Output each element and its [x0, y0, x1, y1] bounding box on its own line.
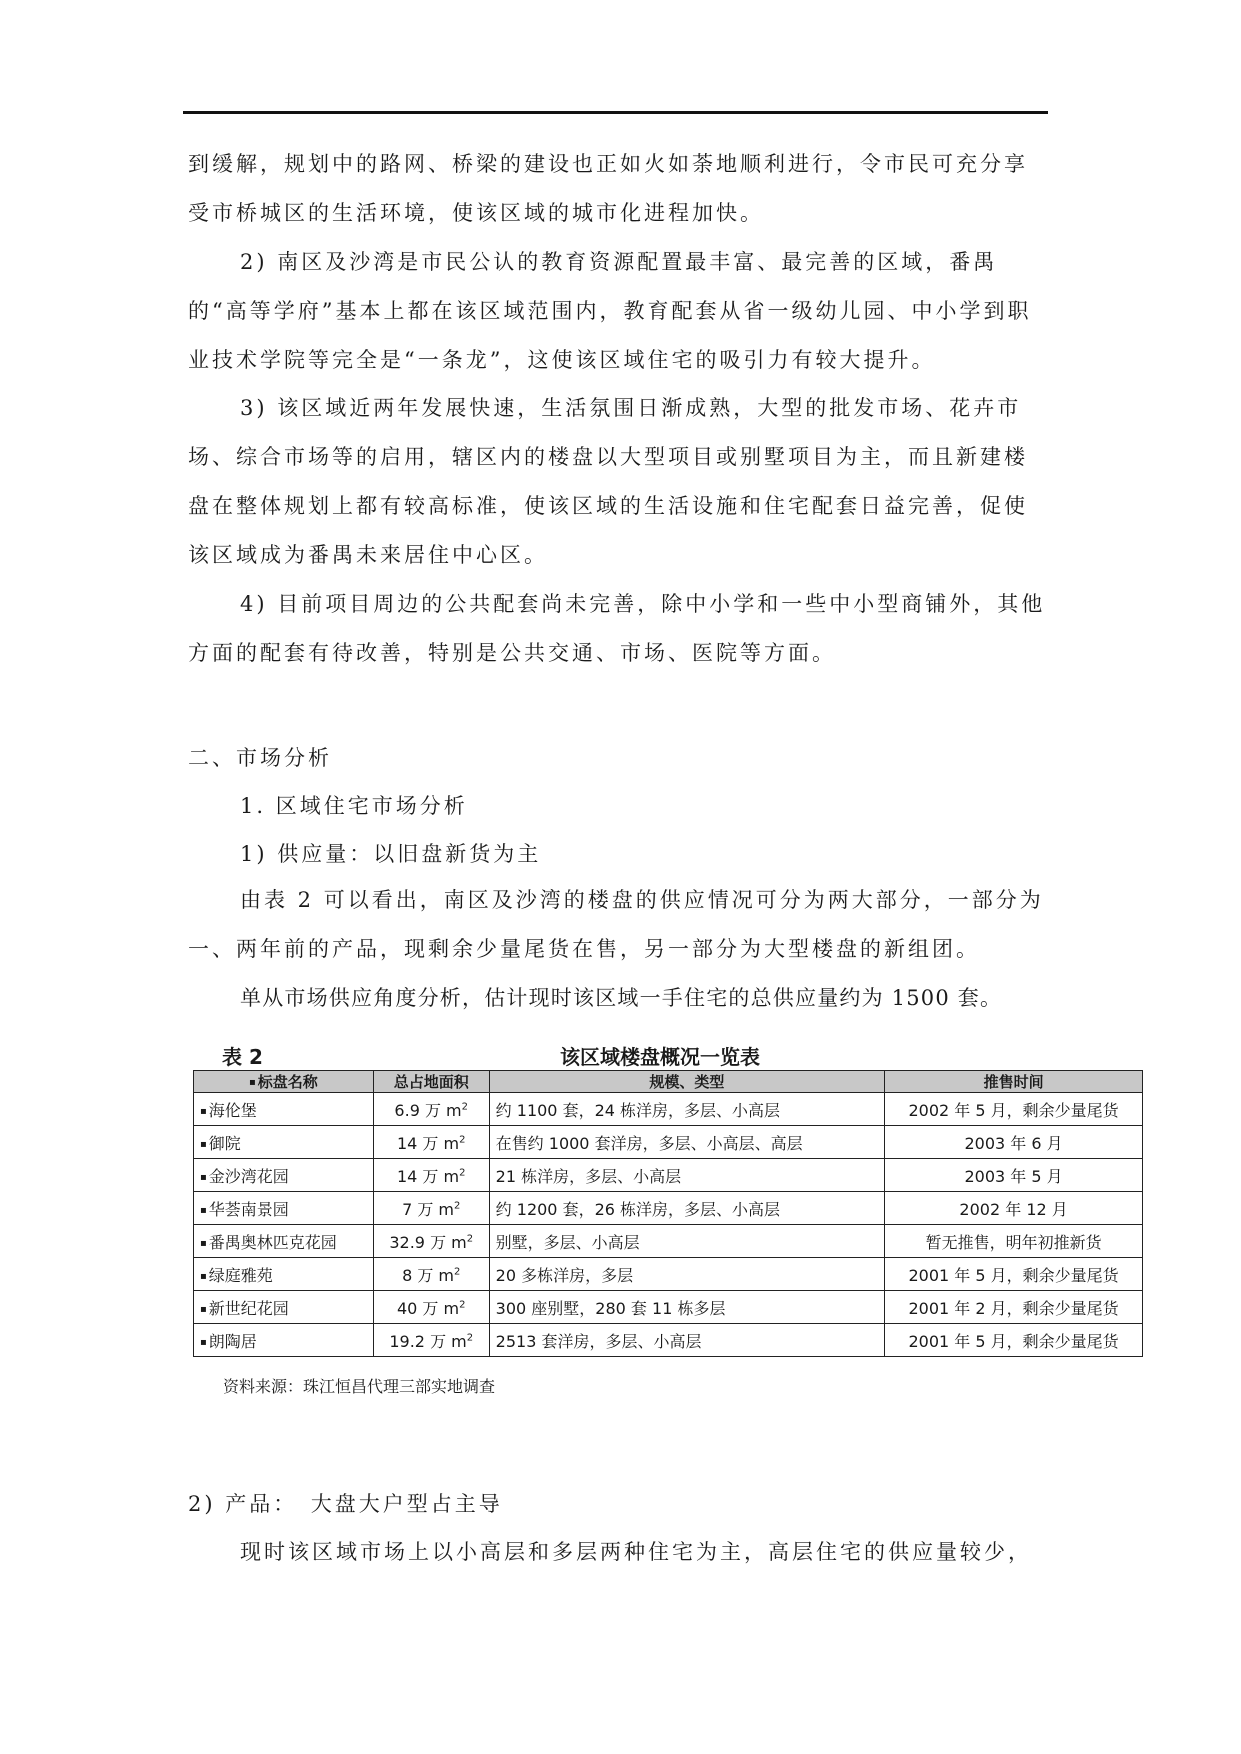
project-table: [193, 1070, 1143, 1357]
table-row: [194, 1324, 1143, 1357]
cell-sale: 暂无推售，明年初推新货: [885, 1225, 1143, 1258]
table-row: [194, 1192, 1143, 1225]
area-value: 19.2: [389, 1331, 425, 1351]
area-unit-superscript: 2: [454, 1200, 461, 1212]
cell-area: [373, 1159, 489, 1192]
cell-area: [373, 1291, 489, 1324]
intro-paragraph-2: 2) 南区及沙湾是市民公认的教育资源配置最丰富、最完善的区域，番禺的“高等学府”基本上都在该区域范围内，教育配套从省一级幼儿园、中小学到职业技术学院等完全是“一条龙”，这使该区域住宅的吸引力有较大提升。: [188, 250, 1032, 372]
cell-area: [373, 1225, 489, 1258]
supply-paragraph-2: 单从市场供应角度分析，估计现时该区域一手住宅的总供应量约为 1500 套。: [240, 986, 1003, 1010]
area-unit-superscript: 2: [461, 1101, 469, 1113]
bullet-icon: ▪: [200, 1105, 207, 1117]
area-unit: 万 m: [430, 1331, 467, 1351]
cell-name: [194, 1258, 374, 1291]
project-name: 番禺奥林匹克花园: [208, 1232, 337, 1252]
header-area: 总占地面积: [373, 1071, 489, 1093]
cell-name: [194, 1159, 374, 1192]
area-unit: 万 m: [430, 1232, 467, 1252]
area-unit-superscript: 2: [459, 1134, 466, 1146]
cell-type: 2513 套洋房，多层、小高层: [489, 1324, 885, 1357]
sub-heading: 1. 区域住宅市场分析: [240, 794, 468, 818]
cell-name: [194, 1225, 374, 1258]
area-unit-superscript: 2: [466, 1233, 474, 1245]
area-value: 32.9: [389, 1232, 425, 1252]
cell-type: 别墅，多层、小高层: [489, 1225, 885, 1258]
bullet-icon: ▪: [200, 1336, 207, 1348]
cell-type: 20 多栋洋房，多层: [489, 1258, 885, 1291]
table-row: [194, 1258, 1143, 1291]
intro-paragraph-4: 4) 目前项目周边的公共配套尚未完善，除中小学和一些中小型商铺外，其他方面的配套有待改善，特别是公共交通、市场、医院等方面。: [188, 592, 1046, 665]
cell-area: [373, 1258, 489, 1291]
product-paragraph: 现时该区域市场上以小高层和多层两种住宅为主，高层住宅的供应量较少，: [240, 1540, 1032, 1564]
area-value: 40: [396, 1298, 418, 1318]
intro-paragraph-1: 到缓解，规划中的路网、桥梁的建设也正如火如荼地顺利进行，令市民可充分享受市桥城区的生活环境，使该区域的城市化进程加快。: [188, 152, 1028, 225]
area-unit-superscript: 2: [459, 1167, 466, 1179]
header-rule: [183, 111, 1048, 114]
bullet-icon: ▪: [200, 1270, 207, 1282]
project-name: 华荟南景园: [208, 1199, 289, 1219]
cell-name: [194, 1291, 374, 1324]
table-row: [194, 1225, 1143, 1258]
bullet-icon: ▪: [200, 1171, 207, 1183]
area-value: 14: [396, 1133, 418, 1153]
bullet-icon: ▪: [200, 1237, 207, 1249]
section-heading: 二、市场分析: [188, 746, 332, 770]
cell-sale: 2002 年 5 月，剩余少量尾货: [885, 1093, 1143, 1126]
area-unit: 万 m: [422, 1133, 460, 1153]
area-unit-superscript: 2: [459, 1299, 466, 1311]
cell-name: [194, 1324, 374, 1357]
area-value: 14: [396, 1166, 418, 1186]
cell-sale: 2001 年 5 月，剩余少量尾货: [885, 1258, 1143, 1291]
bullet-icon: ▪: [200, 1204, 207, 1216]
cell-type: 300 座别墅，280 套 11 栋多层: [489, 1291, 885, 1324]
cell-type: 在售约 1000 套洋房，多层、小高层、高层: [489, 1126, 885, 1159]
intro-paragraph-3: 3) 该区域近两年发展快速，生活氛围日渐成熟，大型的批发市场、花卉市场、综合市场等的启用，辖区内的楼盘以大型项目或别墅项目为主，而且新建楼盘在整体规划上都有较高标准，使该区域的生活设施和住宅配套日益完善，促使该区域成为番禺未来居住中心区。: [188, 396, 1028, 567]
header-sale: 推售时间: [885, 1071, 1143, 1093]
cell-sale: 2002 年 12 月: [885, 1192, 1143, 1225]
project-name: 金沙湾花园: [208, 1166, 289, 1186]
table-header-row: [194, 1071, 1143, 1093]
area-value: 6.9: [394, 1100, 420, 1120]
area-unit-superscript: 2: [454, 1266, 461, 1278]
supply-paragraph-1: 由表 2 可以看出，南区及沙湾的楼盘的供应情况可分为两大部分，一部分为一、两年前的产品，现剩余少量尾货在售，另一部分为大型楼盘的新组团。: [188, 888, 1044, 961]
area-value: 8: [402, 1265, 413, 1285]
cell-area: [373, 1093, 489, 1126]
table-row: [194, 1126, 1143, 1159]
table-title: 该区域楼盘概况一览表: [560, 1045, 760, 1069]
area-value: 7: [402, 1199, 413, 1219]
table-row: [194, 1159, 1143, 1192]
area-unit: 万 m: [422, 1166, 460, 1186]
area-unit: 万 m: [417, 1199, 455, 1219]
cell-name: [194, 1093, 374, 1126]
cell-name: [194, 1126, 374, 1159]
cell-sale: 2001 年 5 月，剩余少量尾货: [885, 1324, 1143, 1357]
product-heading: 2) 产品： 大盘大户型占主导: [188, 1492, 503, 1516]
cell-type: 约 1100 套，24 栋洋房，多层、小高层: [489, 1093, 885, 1126]
project-name: 御院: [208, 1133, 241, 1153]
project-name: 绿庭雅苑: [208, 1265, 273, 1285]
cell-sale: 2003 年 6 月: [885, 1126, 1143, 1159]
area-unit: 万 m: [424, 1100, 462, 1120]
table-row: [194, 1291, 1143, 1324]
header-name: ▪ 标盘名称: [194, 1071, 374, 1093]
bullet-icon: ▪: [200, 1303, 207, 1315]
table-label: 表 2: [222, 1045, 263, 1069]
cell-name: [194, 1192, 374, 1225]
cell-sale: 2001 年 2 月，剩余少量尾货: [885, 1291, 1143, 1324]
supply-heading: 1) 供应量：以旧盘新货为主: [240, 842, 542, 866]
table-source: 资料来源：珠江恒昌代理三部实地调查: [223, 1377, 496, 1396]
project-name: 海伦堡: [208, 1100, 257, 1120]
bullet-icon: ▪: [200, 1138, 207, 1150]
area-unit: 万 m: [417, 1265, 455, 1285]
table-row: [194, 1093, 1143, 1126]
project-name: 新世纪花园: [208, 1298, 289, 1318]
cell-area: [373, 1324, 489, 1357]
cell-type: 约 1200 套，26 栋洋房，多层、小高层: [489, 1192, 885, 1225]
area-unit-superscript: 2: [466, 1332, 474, 1344]
cell-type: 21 栋洋房，多层、小高层: [489, 1159, 885, 1192]
project-name: 朗陶居: [208, 1331, 257, 1351]
cell-sale: 2003 年 5 月: [885, 1159, 1143, 1192]
cell-area: [373, 1126, 489, 1159]
area-unit: 万 m: [422, 1298, 460, 1318]
cell-area: [373, 1192, 489, 1225]
header-type: 规模、类型: [489, 1071, 885, 1093]
